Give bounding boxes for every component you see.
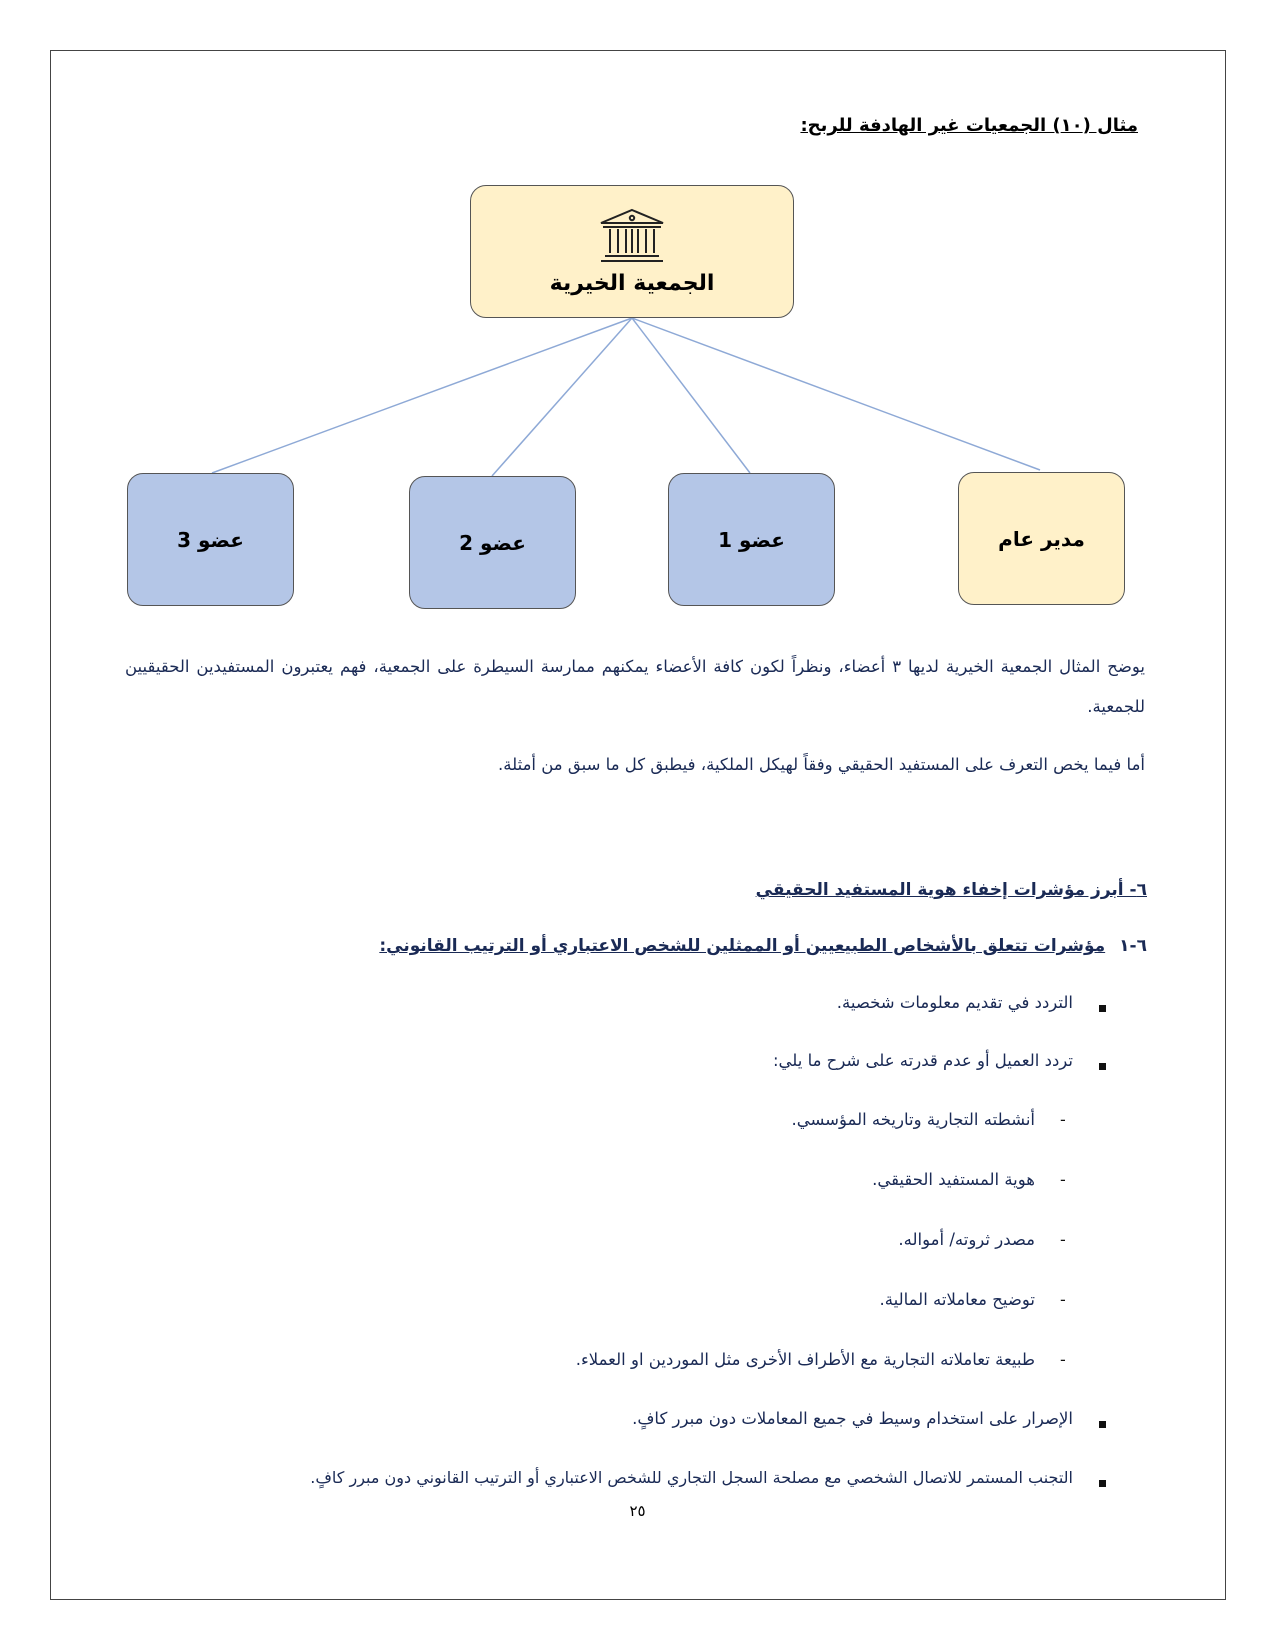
node-label: عضو 2 <box>459 530 526 555</box>
dash-marker: - <box>1060 1290 1066 1309</box>
bullet-square <box>1099 1421 1106 1428</box>
root-node-charity <box>470 185 794 318</box>
bullet-square <box>1099 1480 1106 1487</box>
node-label: عضو 3 <box>177 527 244 552</box>
example-title: مثال (١٠) الجمعيات غير الهادفة للربح: <box>800 115 1138 136</box>
bullet-item: تردد العميل أو عدم قدرته على شرح ما يلي: <box>772 1051 1073 1070</box>
institution-icon <box>597 207 667 265</box>
page-number: ٢٥ <box>629 1502 646 1520</box>
sub-item: توضيح معاملاته المالية. <box>879 1290 1035 1309</box>
sub-item: طبيعة تعاملاته التجارية مع الأطراف الأخرى مثل الموردين او العملاء. <box>575 1350 1035 1369</box>
sub-item: هوية المستفيد الحقيقي. <box>872 1170 1035 1189</box>
node-member-2 <box>409 476 576 609</box>
paragraph-ownership: أما فيما يخص التعرف على المستفيد الحقيقي وفقاً لهيكل الملكية، فيطبق كل ما سبق من أمثلة. <box>498 755 1145 774</box>
node-member-3 <box>127 473 294 606</box>
dash-marker: - <box>1060 1230 1066 1249</box>
bullet-square <box>1099 1063 1106 1070</box>
bullet-square <box>1099 1005 1106 1012</box>
node-member-1 <box>668 473 835 606</box>
subsection-number: ٦-١ <box>1119 936 1147 956</box>
subsection-title: مؤشرات تتعلق بالأشخاص الطبيعيين أو الممثلين للشخص الاعتباري أو الترتيب القانوني: <box>379 936 1106 956</box>
node-general-manager <box>958 472 1125 605</box>
paragraph-explanation: يوضح المثال الجمعية الخيرية لديها ٣ أعضاء، ونظراً لكون كافة الأعضاء يمكنهم ممارسة السيطرة على الجمعية، فهم يعتبرون المستفيدين الحقيقيين للجمعية. <box>125 657 1145 716</box>
root-node-label: الجمعية الخيرية <box>549 271 715 296</box>
sub-item: أنشطته التجارية وتاريخه المؤسسي. <box>791 1110 1035 1129</box>
bullet-item: التردد في تقديم معلومات شخصية. <box>836 993 1073 1012</box>
node-label: عضو 1 <box>718 527 785 552</box>
dash-marker: - <box>1060 1170 1066 1189</box>
section-heading: ٦- أبرز مؤشرات إخفاء هوية المستفيد الحقيقي <box>755 880 1147 900</box>
dash-marker: - <box>1060 1350 1066 1369</box>
bullet-item: التجنب المستمر للاتصال الشخصي مع مصلحة السجل التجاري للشخص الاعتباري أو الترتيب القانوني دون مبرر كافٍ. <box>310 1468 1073 1487</box>
sub-item: مصدر ثروته/ أمواله. <box>898 1230 1035 1249</box>
subsection-heading <box>379 936 1147 956</box>
bullet-item: الإصرار على استخدام وسيط في جميع المعاملات دون مبرر كافٍ. <box>632 1409 1073 1428</box>
node-label: مدير عام <box>998 526 1085 551</box>
dash-marker: - <box>1060 1110 1066 1129</box>
